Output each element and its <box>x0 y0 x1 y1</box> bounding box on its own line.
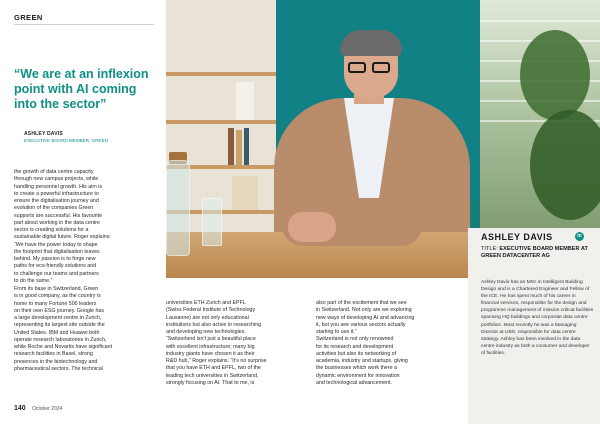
photo-blind <box>480 20 600 22</box>
byline-name: ASHLEY DAVIS <box>24 131 63 137</box>
photo-book <box>236 130 242 165</box>
article-column-3: also part of the excitement that we see in Switzerland. Not only are we exploring new ways of developing AI and advancing it, but you see various sectors actually starting to use it.” Switzerland is not only renowned for its research and development activities but also its networking of academia, industry and startups, giving the businesses which work there a dynamic environment for innovation and technological advancement. <box>316 300 415 386</box>
photo-book <box>232 176 258 210</box>
profile-bio: Ashley Davis has an MSc in Intelligent Building Design and is a Chartered Engineer and Fellow of the ICE. He has spent much of his career in financial services, responsible for the design and programme management of mission critical facilities spanning HQ buildings and corporate data centre portfolios. Most recently he was a Managing Director at UBS, responsible for data centre strategy. Ashley has been involved in the data centre industry as both a consumer and developer of facilities. <box>481 280 594 356</box>
section-tag: GREEN <box>14 13 43 22</box>
photo-book <box>236 82 254 120</box>
profile-title-label: TITLE: <box>481 246 498 252</box>
profile-title-value: EXECUTIVE BOARD MEMBER AT GREEN DATACENTER AG <box>481 246 588 259</box>
issue-date: October 2024 <box>32 406 63 412</box>
article-column-2: universities ETH Zurich and EPFL (Swiss Federal Institute of Technology Lausanne) are not only educational institutions but also active in researching and developing new technologies. “Switzerland isn’t just a beautiful place with excellent infrastructure; many big industry giants have chosen it as their R&D hub,” Roger explains. “It’s no surprise that you have ETH and EPFL, two of the leading tech universities in Switzerland, strongly focusing on AI. That to me, is <box>166 300 267 386</box>
photo-carafe <box>166 160 190 256</box>
photo-person-hair <box>340 30 402 56</box>
photo-plant <box>520 30 590 120</box>
photo-glasses <box>348 62 366 73</box>
photo-book <box>244 128 249 165</box>
article-column-1b: From its base in Switzerland, Green is in good company, as the country is home to many Fortune 500 leaders on their own ESG journey. Google has a large development centre in Zurich, representing its largest site outside the United States. IBM and Huawei both operate research laboratories in Zurich, while Roche and Novartis have significant research facilities in Basel, strong presences in the biotechnology and pharmaceutical sectors. The technical <box>14 286 113 372</box>
photo-shelf <box>166 120 276 124</box>
article-column-1: the growth of data centre capacity through new campus projects, while handling personnel growth. His aim is to create a powerful infrastructure to ensure the digitalisation journey and evolution of the companies Green supports are successful. His favourite part about working in the data centre sector is creating solutions for a sustainable digital future. Roger explains: “We have the power today to shape the footprint that digitalisation leaves behind. My passion is to forge new paths for eco-friendly solutions and to challenge our teams and partners to do the same.” <box>14 169 111 284</box>
photo-glasses <box>372 62 390 73</box>
photo-glass <box>202 198 222 246</box>
photo-person-hands <box>288 212 336 242</box>
pull-quote: “We are at an inflexion point with AI coming into the sector” <box>14 67 149 111</box>
page-number: 140 <box>14 405 26 412</box>
byline-role: EXECUTIVE BOARD MEMBER, GREEN <box>24 138 108 143</box>
photo-book <box>228 128 234 165</box>
photo-plant <box>530 110 600 220</box>
section-divider <box>14 24 154 25</box>
linkedin-icon[interactable]: in <box>575 232 584 241</box>
profile-name: ASHLEY DAVIS <box>481 232 553 242</box>
profile-title <box>481 246 591 260</box>
photo-shelf <box>166 72 276 76</box>
